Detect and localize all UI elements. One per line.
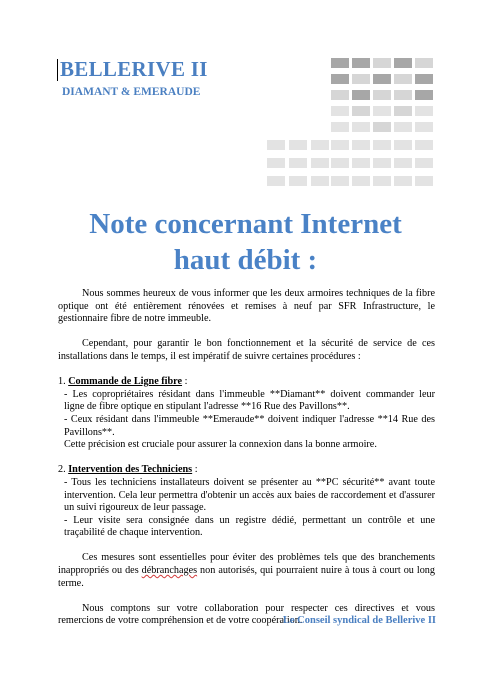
- text-cursor: [57, 59, 58, 81]
- building-subtitle: DIAMANT & EMERAUDE: [62, 86, 201, 98]
- section-2-number: 2.: [58, 464, 66, 476]
- section-2-item: - Tous les techniciens installateurs doivent se présenter au **PC sécurité** avant toute intervention. Cela leur permettra d'obtenir un accès aux baies de raccordement et d'assurer un suivi rigoureux de leur passage.: [64, 476, 435, 514]
- building-icon: [0, 0, 491, 210]
- closing-paragraph: Nous comptons sur votre collaboration pour respecter ces directives et vous remercions de votre compréhension et de votre coopération.: [58, 602, 435, 627]
- section-1-item: - Ceux résidant dans l'immeuble **Emeraude** doivent indiquer l'adresse **14 Rue des Pavillons**.: [64, 413, 435, 438]
- document-title: [0, 206, 491, 278]
- section-1-number: 1.: [58, 376, 66, 388]
- section-1-label: Commande de Ligne fibre: [68, 376, 183, 388]
- purpose-paragraph: Cependant, pour garantir le bon fonctionnement et la sécurité de service de ces installations dans le temps, il est impératif de suivre certaines procédures :: [58, 338, 435, 362]
- section-2-label: Intervention des Techniciens: [68, 464, 193, 476]
- section-1-heading: [58, 376, 435, 389]
- measures-paragraph: [58, 552, 435, 590]
- measures-text-end: non autorisés, qui pourraient nuire à tous à court ou long terme.: [58, 565, 435, 589]
- document-body: [58, 288, 435, 628]
- section-2-item: - Leur visite sera consignée dans un registre dédié, permettant un contrôle et une traçabilité de chaque intervention.: [64, 514, 435, 539]
- document-title-line-2: haut débit :: [173, 244, 318, 276]
- building-name: BELLERIVE II: [60, 57, 208, 81]
- document-title-line-1: Note concernant Internet: [89, 208, 402, 240]
- section-2-colon: :: [192, 464, 198, 476]
- section-1-note: Cette précision est cruciale pour assurer la connexion dans la bonne armoire.: [64, 439, 377, 451]
- section-2-heading: [58, 464, 435, 477]
- intro-paragraph: Nous sommes heureux de vous informer que les deux armoires techniques de la fibre optique ont été entièrement rénovées et remises à neuf par SFR Infrastructure, le gestionnaire fibre de notre immeuble.: [58, 288, 435, 325]
- spellcheck-word: débranchages: [141, 565, 198, 577]
- measures-text-start: Ces mesures sont essentielles pour éviter des problèmes tels que des branchements inappropriés ou des: [58, 552, 435, 577]
- section-1-colon: :: [182, 376, 188, 388]
- section-1-item: - Les copropriétaires résidant dans l'immeuble **Diamant** doivent commander leur ligne de fibre optique en stipulant l'adresse **16 Rue des Pavillons**.: [64, 388, 435, 413]
- signature: Le Conseil syndical de Bellerive II: [282, 615, 436, 626]
